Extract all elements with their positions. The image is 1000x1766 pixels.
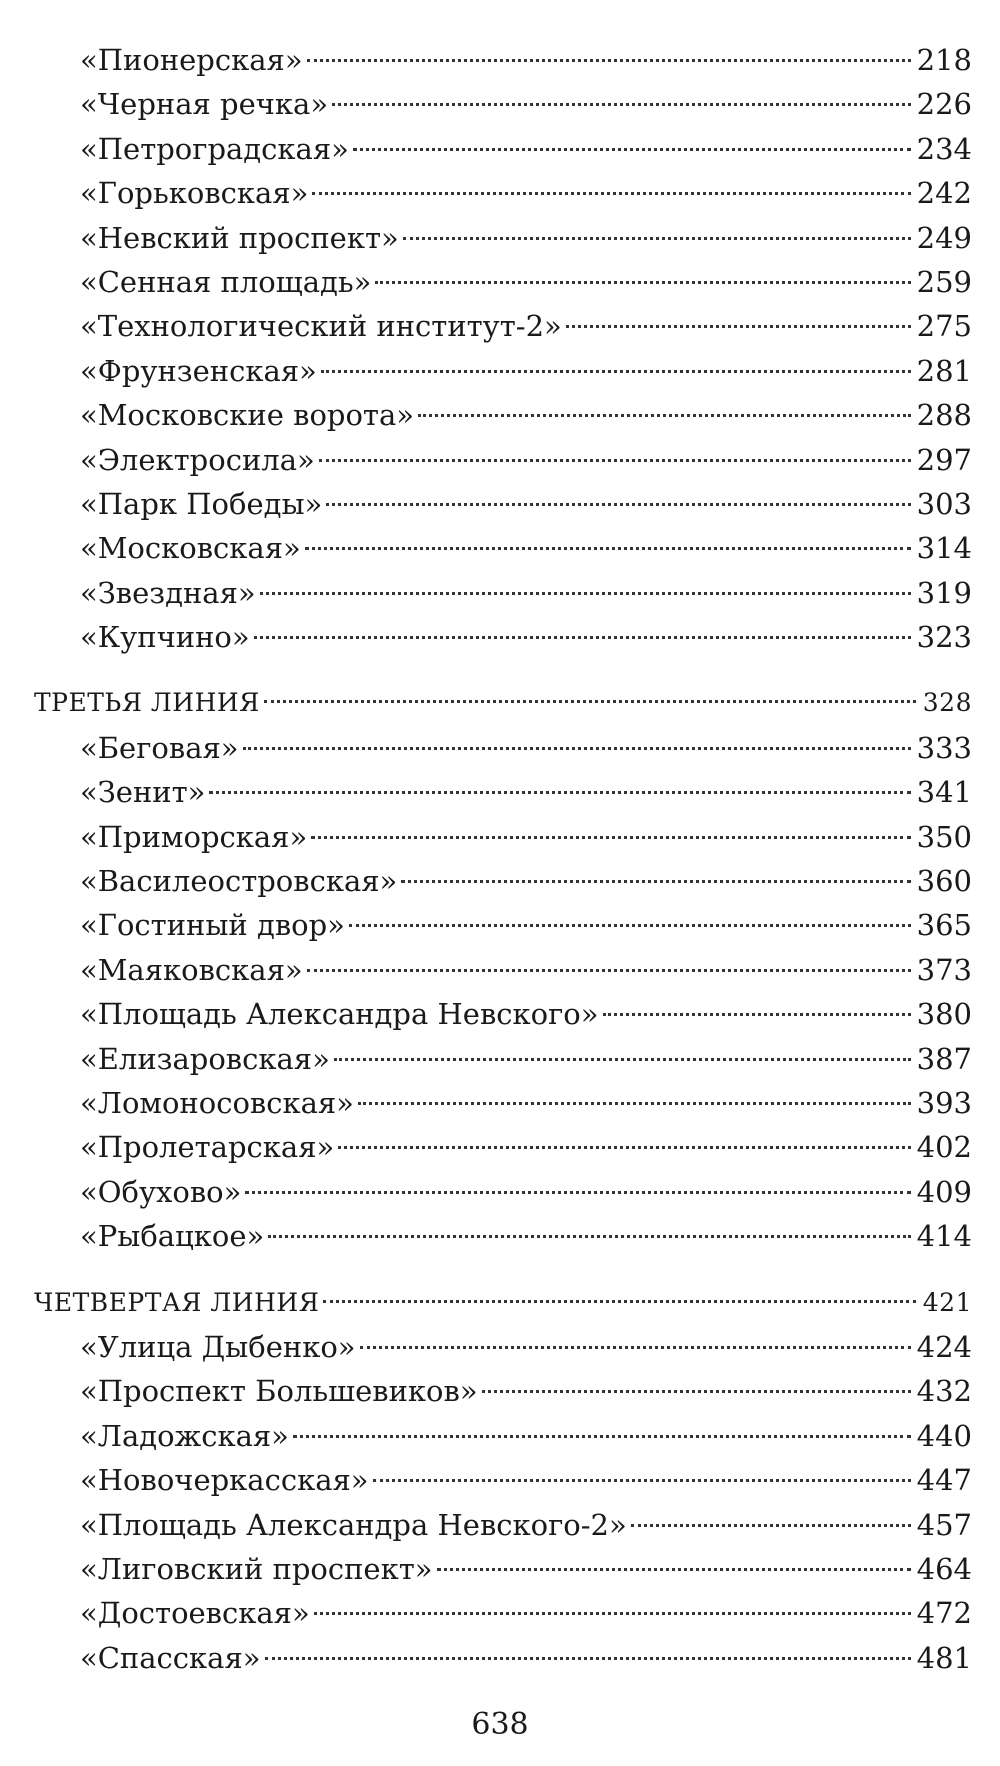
toc-entry: [34, 438, 972, 482]
entry-title: «Маяковская»: [80, 952, 303, 987]
entry-title: «Ломоносовская»: [80, 1085, 354, 1120]
dot-leader: [332, 103, 911, 106]
dot-leader: [319, 459, 911, 462]
entry-title: «Черная речка»: [80, 87, 329, 122]
entry-title: «Лиговский проспект»: [80, 1551, 433, 1586]
dot-leader: [482, 1390, 911, 1393]
toc-entry: [34, 815, 972, 859]
entry-page: 234: [916, 131, 972, 166]
entry-title: «Проспект Большевиков»: [80, 1374, 478, 1409]
toc-entry: [34, 216, 972, 260]
toc-entry: [34, 526, 972, 570]
dot-leader: [566, 325, 911, 328]
toc-entry: [34, 349, 972, 393]
entry-page: 281: [916, 353, 972, 388]
dot-leader: [353, 148, 911, 151]
dot-leader: [375, 281, 910, 284]
entry-title: «Пионерская»: [80, 43, 303, 77]
toc-entry: [34, 393, 972, 437]
dot-leader: [360, 1346, 911, 1349]
entry-title: «Елизаровская»: [80, 1041, 330, 1076]
dot-leader: [293, 1435, 911, 1438]
toc-entry: [34, 1214, 972, 1258]
heading-page: 421: [922, 1287, 972, 1317]
entry-title: «Звездная»: [80, 575, 256, 610]
toc-entry: [34, 615, 972, 659]
toc-entry: [34, 1503, 972, 1547]
entry-page: 365: [916, 908, 972, 943]
entry-page: 218: [916, 43, 972, 77]
toc-entry: [34, 770, 972, 814]
entry-page: 288: [916, 398, 972, 433]
dot-leader: [260, 592, 911, 595]
entry-title: «Гостиный двор»: [80, 908, 345, 943]
entry-title: «Новочеркасская»: [80, 1463, 369, 1498]
dot-leader: [312, 192, 910, 195]
entry-page: 380: [916, 997, 972, 1032]
dot-leader: [418, 414, 911, 417]
entry-title: «Купчино»: [80, 620, 250, 655]
entry-title: «Пролетарская»: [80, 1130, 335, 1165]
entry-title: «Московская»: [80, 531, 301, 566]
dot-leader: [326, 503, 910, 506]
entry-page: 481: [916, 1640, 972, 1675]
dot-leader: [314, 1612, 911, 1615]
toc-section-third-line: [34, 681, 972, 1258]
toc-entry: [34, 1081, 972, 1125]
entry-page: 297: [916, 442, 972, 477]
toc-entry: [34, 992, 972, 1036]
entry-page: 440: [916, 1418, 972, 1453]
dot-leader: [209, 791, 910, 794]
entry-title: «Достоевская»: [80, 1596, 310, 1631]
entry-page: 314: [916, 531, 972, 566]
dot-leader: [437, 1568, 911, 1571]
dot-leader: [243, 747, 911, 750]
toc-entry: [34, 1636, 972, 1680]
entry-page: 402: [916, 1130, 972, 1165]
dot-leader: [265, 1657, 911, 1660]
entry-page: 341: [916, 775, 972, 810]
entry-title: «Парк Победы»: [80, 486, 323, 521]
entry-title: «Петроградская»: [80, 131, 349, 166]
entry-title: «Рыбацкое»: [80, 1219, 265, 1254]
entry-title: «Приморская»: [80, 819, 308, 854]
dot-leader: [268, 1235, 910, 1238]
entry-title: «Беговая»: [80, 730, 239, 765]
entry-page: 360: [916, 864, 972, 899]
dot-leader: [401, 880, 910, 883]
dot-leader: [403, 237, 911, 240]
entry-page: 393: [916, 1085, 972, 1120]
entry-title: «Обухово»: [80, 1174, 242, 1209]
entry-page: 319: [916, 575, 972, 610]
dot-leader: [373, 1479, 911, 1482]
toc-entry: [34, 1547, 972, 1591]
heading-title: ЧЕТВЕРТАЯ ЛИНИЯ: [34, 1287, 320, 1317]
toc-entry: [34, 260, 972, 304]
page-number: 638: [471, 1707, 529, 1742]
entry-page: 373: [916, 952, 972, 987]
entry-page: 414: [916, 1219, 972, 1254]
dot-leader: [349, 924, 911, 927]
entry-page: 464: [916, 1551, 972, 1586]
toc-entry: [34, 38, 972, 82]
entry-page: 242: [916, 176, 972, 211]
dot-leader: [254, 636, 911, 639]
toc-entry: [34, 82, 972, 126]
toc-entry: [34, 1369, 972, 1413]
entry-title: «Ладожская»: [80, 1418, 289, 1453]
toc-section-fourth-line: [34, 1281, 972, 1681]
entry-title: «Фрунзенская»: [80, 353, 317, 388]
entry-title: «Невский проспект»: [80, 220, 399, 255]
dot-leader: [334, 1058, 911, 1061]
toc-entry: [34, 304, 972, 348]
dot-leader: [264, 700, 916, 703]
toc-entry: [34, 1037, 972, 1081]
toc-entry: [34, 171, 972, 215]
dot-leader: [311, 836, 910, 839]
entry-title: «Площадь Александра Невского-2»: [80, 1507, 627, 1542]
entry-page: 226: [916, 87, 972, 122]
toc-section-continued: [34, 38, 972, 659]
entry-title: «Московские ворота»: [80, 398, 415, 433]
entry-page: 409: [916, 1174, 972, 1209]
entry-page: 259: [916, 264, 972, 299]
entry-page: 275: [916, 309, 972, 344]
entry-title: «Зенит»: [80, 775, 206, 810]
entry-page: 303: [916, 486, 972, 521]
toc-entry: [34, 859, 972, 903]
toc-entry: [34, 1325, 972, 1369]
entry-title: «Площадь Александра Невского»: [80, 997, 599, 1032]
dot-leader: [323, 1300, 916, 1303]
heading-page: 328: [922, 688, 972, 718]
toc-entry: [34, 948, 972, 992]
dot-leader: [321, 370, 911, 373]
dot-leader: [358, 1102, 911, 1105]
entry-page: 249: [916, 220, 972, 255]
toc-entry: [34, 1125, 972, 1169]
entry-page: 472: [916, 1596, 972, 1631]
dot-leader: [305, 547, 911, 550]
dot-leader: [631, 1524, 911, 1527]
toc-entry: [34, 571, 972, 615]
toc-entry: [34, 1414, 972, 1458]
table-of-contents: [34, 38, 972, 1702]
entry-title: «Технологический институт-2»: [80, 309, 562, 344]
dot-leader: [307, 969, 911, 972]
toc-entry: [34, 127, 972, 171]
dot-leader: [603, 1013, 911, 1016]
toc-entry: [34, 1591, 972, 1635]
toc-entry: [34, 726, 972, 770]
entry-page: 333: [916, 730, 972, 765]
toc-section-heading: [34, 1281, 972, 1325]
entry-page: 387: [916, 1041, 972, 1076]
entry-title: «Улица Дыбенко»: [80, 1329, 356, 1364]
toc-section-heading: [34, 681, 972, 725]
toc-entry: [34, 1170, 972, 1214]
entry-page: 350: [916, 819, 972, 854]
toc-entry: [34, 1458, 972, 1502]
entry-page: 447: [916, 1463, 972, 1498]
toc-entry: [34, 482, 972, 526]
entry-title: «Василеостровская»: [80, 864, 398, 899]
toc-entry: [34, 903, 972, 947]
dot-leader: [338, 1146, 910, 1149]
entry-title: «Горьковская»: [80, 176, 309, 211]
entry-page: 323: [916, 620, 972, 655]
heading-title: ТРЕТЬЯ ЛИНИЯ: [34, 688, 260, 718]
entry-page: 457: [916, 1507, 972, 1542]
dot-leader: [245, 1191, 910, 1194]
dot-leader: [307, 59, 911, 62]
entry-title: «Сенная площадь»: [80, 264, 372, 299]
entry-page: 432: [916, 1374, 972, 1409]
entry-title: «Спасская»: [80, 1640, 261, 1675]
entry-page: 424: [916, 1329, 972, 1364]
entry-title: «Электросила»: [80, 442, 315, 477]
